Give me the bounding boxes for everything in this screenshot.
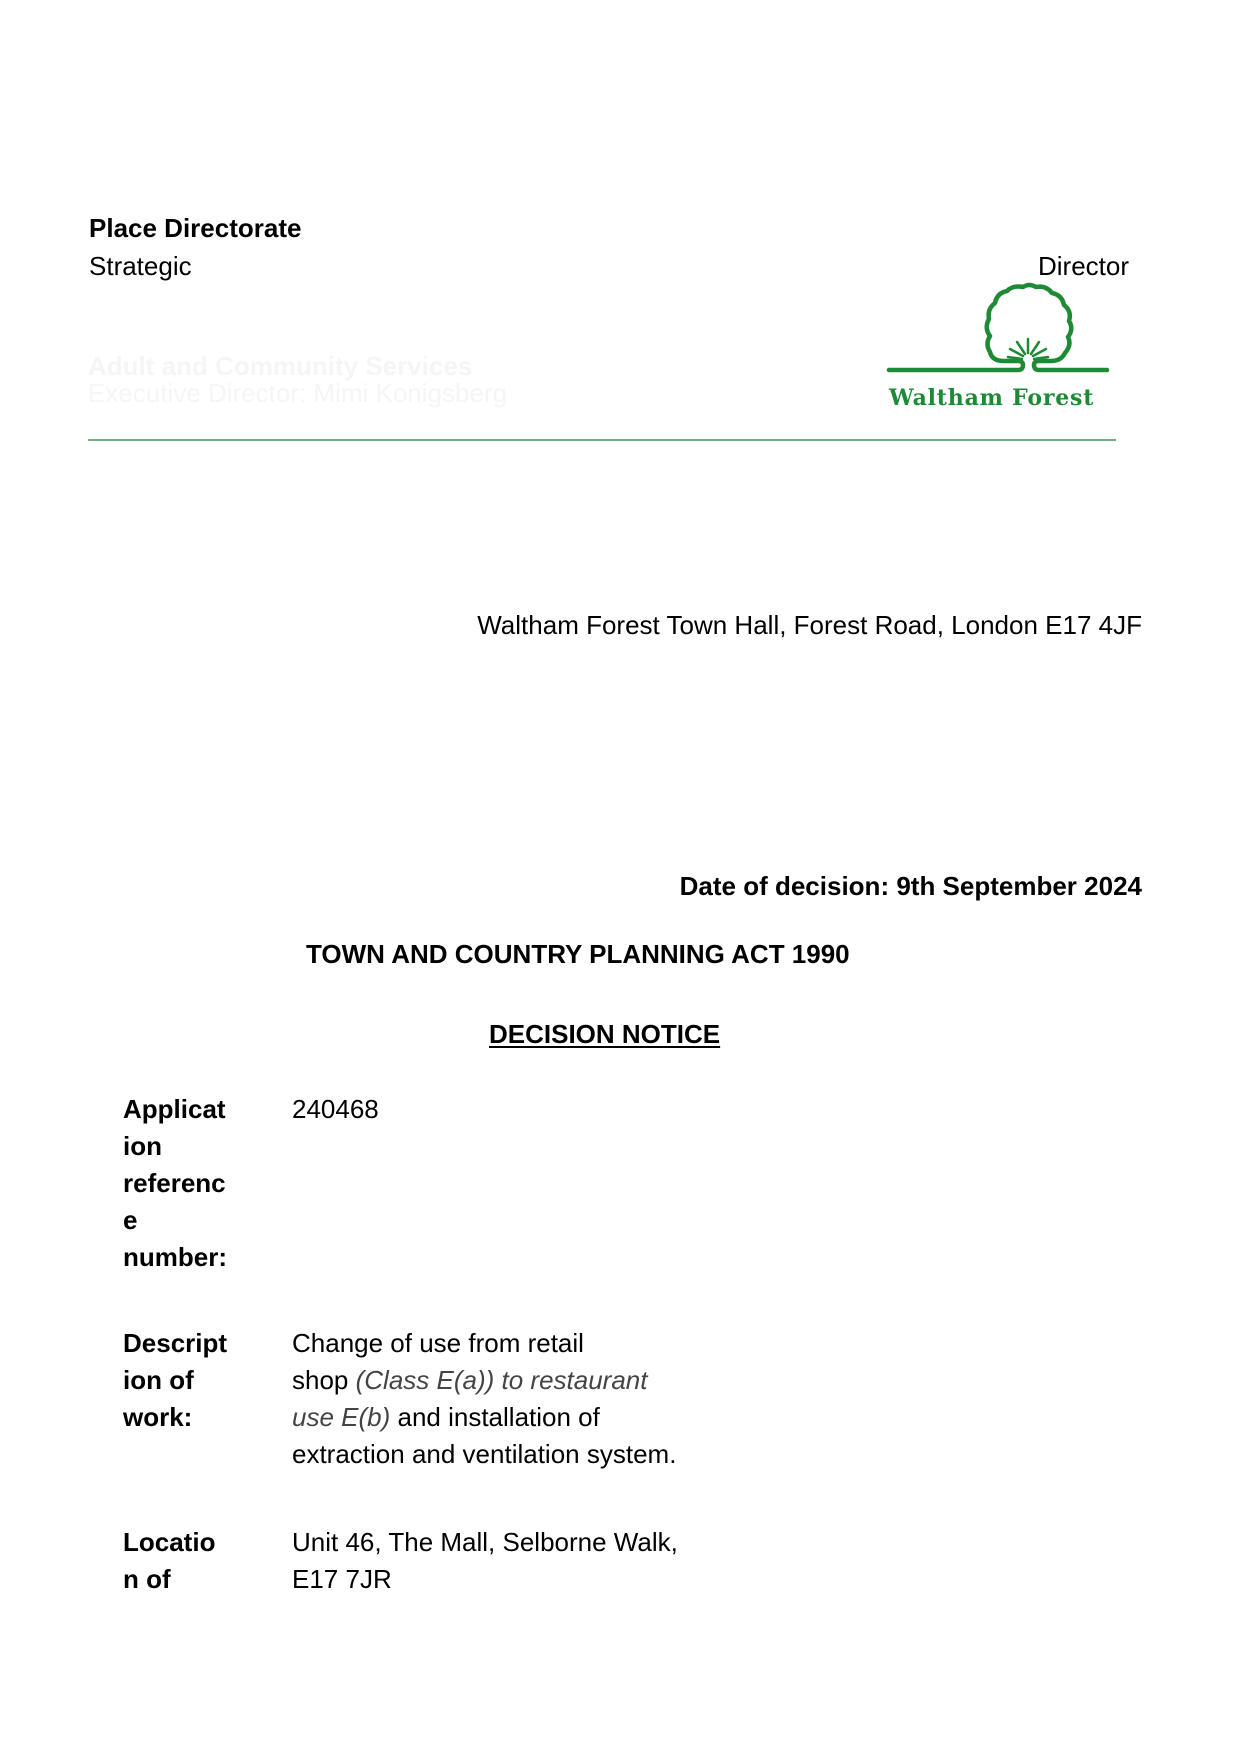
notice-title-wrap: [489, 1019, 720, 1049]
description-text: extraction and ventilation system.: [292, 1439, 677, 1469]
department-heading: Place Directorate: [89, 213, 302, 243]
decision-date: Date of decision: 9th September 2024: [679, 871, 1142, 901]
description-text: Change of use from retail: [292, 1328, 584, 1358]
label-line: ion: [123, 1131, 162, 1161]
label-line: e: [123, 1205, 138, 1235]
label-line: Descript: [123, 1328, 228, 1358]
location-line: E17 7JR: [292, 1564, 392, 1594]
description-value: [292, 1325, 762, 1473]
label-line: Applicat: [123, 1094, 226, 1124]
location-line: Unit 46, The Mall, Selborne Walk,: [292, 1527, 678, 1557]
description-line: [292, 1325, 762, 1362]
description-line: [292, 1399, 762, 1436]
label-line: work:: [123, 1402, 193, 1432]
label-line: ion of: [123, 1365, 194, 1395]
description-italic-text: use E(b): [292, 1402, 391, 1432]
act-title: TOWN AND COUNTRY PLANNING ACT 1990: [306, 939, 850, 969]
header-strategic-text: Strategic: [89, 251, 192, 281]
description-italic-text: (Class E(a)) to restaurant: [355, 1365, 648, 1395]
label-line: Locatio: [123, 1527, 216, 1557]
faint-service-name: Adult and Community Services: [88, 351, 473, 381]
description-line: [292, 1362, 762, 1399]
reference-row: [123, 1091, 763, 1272]
location-row: [123, 1524, 763, 1594]
logo-text: Waltham Forest: [889, 385, 1095, 411]
description-text: and installation of: [390, 1402, 600, 1432]
location-value: [292, 1524, 762, 1598]
label-line: referenc: [123, 1168, 226, 1198]
header-director-text: Director: [1038, 251, 1130, 281]
office-address: Waltham Forest Town Hall, Forest Road, London E17 4JF: [477, 610, 1142, 640]
oak-tree-icon: [886, 282, 1112, 382]
label-line: number:: [123, 1242, 227, 1272]
location-label: [123, 1524, 283, 1598]
label-line: n of: [123, 1564, 171, 1594]
header-divider: [88, 439, 1116, 441]
description-label: [123, 1325, 283, 1436]
notice-title: DECISION NOTICE: [489, 1019, 721, 1049]
description-row: [123, 1325, 763, 1469]
description-line: [292, 1436, 762, 1473]
reference-label: [123, 1091, 283, 1276]
reference-value: 240468: [292, 1094, 379, 1124]
faint-director-name: Executive Director: Mimi Konigsberg: [88, 378, 508, 408]
description-text: shop: [292, 1365, 356, 1395]
